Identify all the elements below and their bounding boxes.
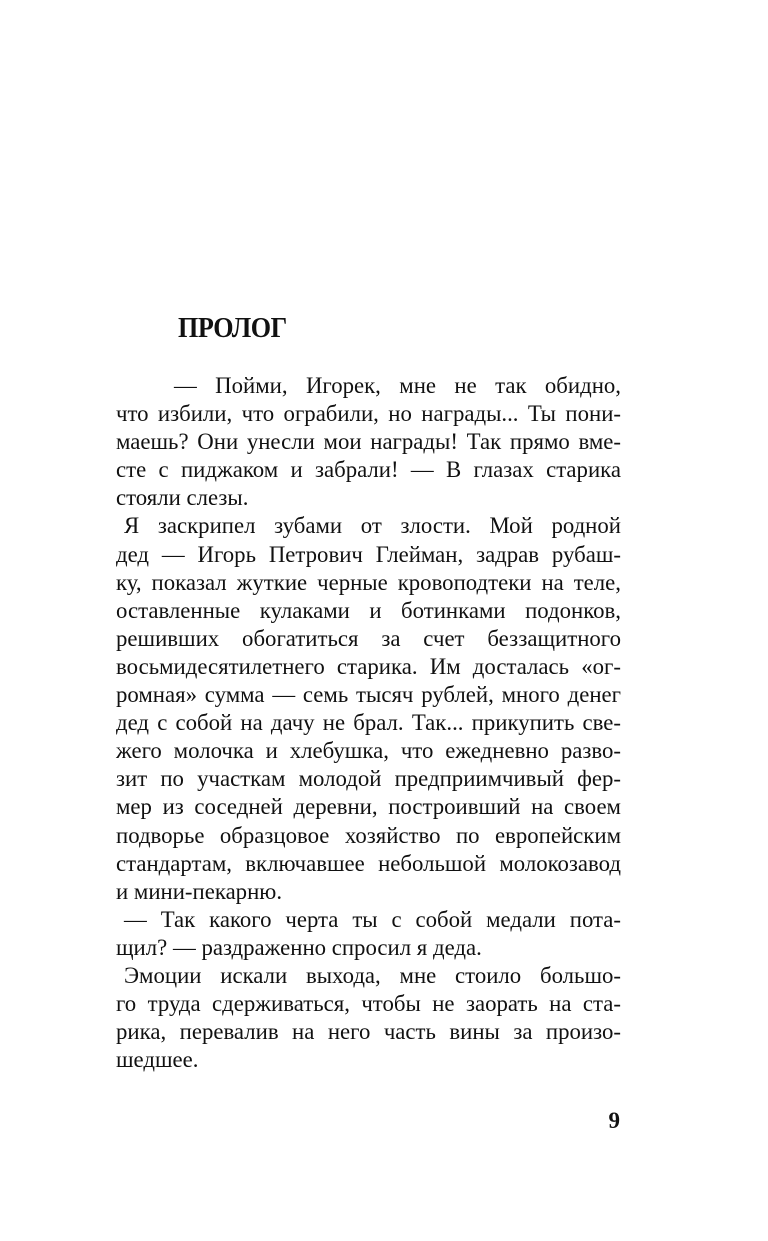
text-line: Я заскрипел зубами от злости. Мой родной (124, 513, 621, 539)
text-line: го труда сдерживаться, чтобы не заорать на ста- (116, 991, 621, 1017)
text-line: зит по участкам молодой предприимчивый фер- (116, 766, 621, 792)
text-line: и мини-пекарню. (116, 878, 283, 904)
text-line: восьмидесятилетнего старика. Им досталась «ог- (116, 653, 621, 679)
text-line: дед — Игорь Петрович Глейман, задрав рубаш- (116, 541, 621, 567)
text-line: сте с пиджаком и забрали! — В глазах старика (116, 457, 621, 483)
text-line: шедшее. (116, 1047, 199, 1073)
chapter-title: ПРОЛОГ (178, 312, 287, 344)
text-line: ку, показал жуткие черные кровоподтеки на теле, (116, 569, 621, 595)
text-line: жего молочка и хлебушка, что ежедневно разво- (116, 738, 621, 764)
text-line: что избили, что ограбили, но награды... Ты пони- (116, 401, 621, 427)
text-line: оставленные кулаками и ботинками подонков, (116, 597, 621, 623)
text-line: маешь? Они унесли мои награды! Так прямо вме- (116, 429, 621, 455)
text-line: подворье образцовое хозяйство по европейским (116, 822, 621, 848)
page-number: 9 (608, 1108, 620, 1133)
text-line: рика, перевалив на него часть вины за произо- (116, 1019, 621, 1045)
body-text (116, 372, 621, 1074)
text-line: — Пойми, Игорек, мне не так обидно, (174, 373, 621, 398)
text-line: мер из соседней деревни, построивший на своем (116, 794, 621, 820)
text-line: стояли слезы. (116, 485, 249, 511)
text-line: — Так какого черта ты с собой медали пота- (124, 906, 621, 932)
text-line: щил? — раздраженно спросил я деда. (116, 934, 482, 960)
text-line: стандартам, включавшее небольшой молокозавод (116, 850, 621, 876)
text-line: Эмоции искали выхода, мне стоило большо- (124, 962, 621, 988)
text-line: ромная» сумма — семь тысяч рублей, много денег (116, 682, 621, 708)
text-line: дед с собой на дачу не брал. Так... прикупить све- (116, 710, 621, 736)
text-line: решивших обогатиться за счет беззащитного (116, 625, 621, 651)
